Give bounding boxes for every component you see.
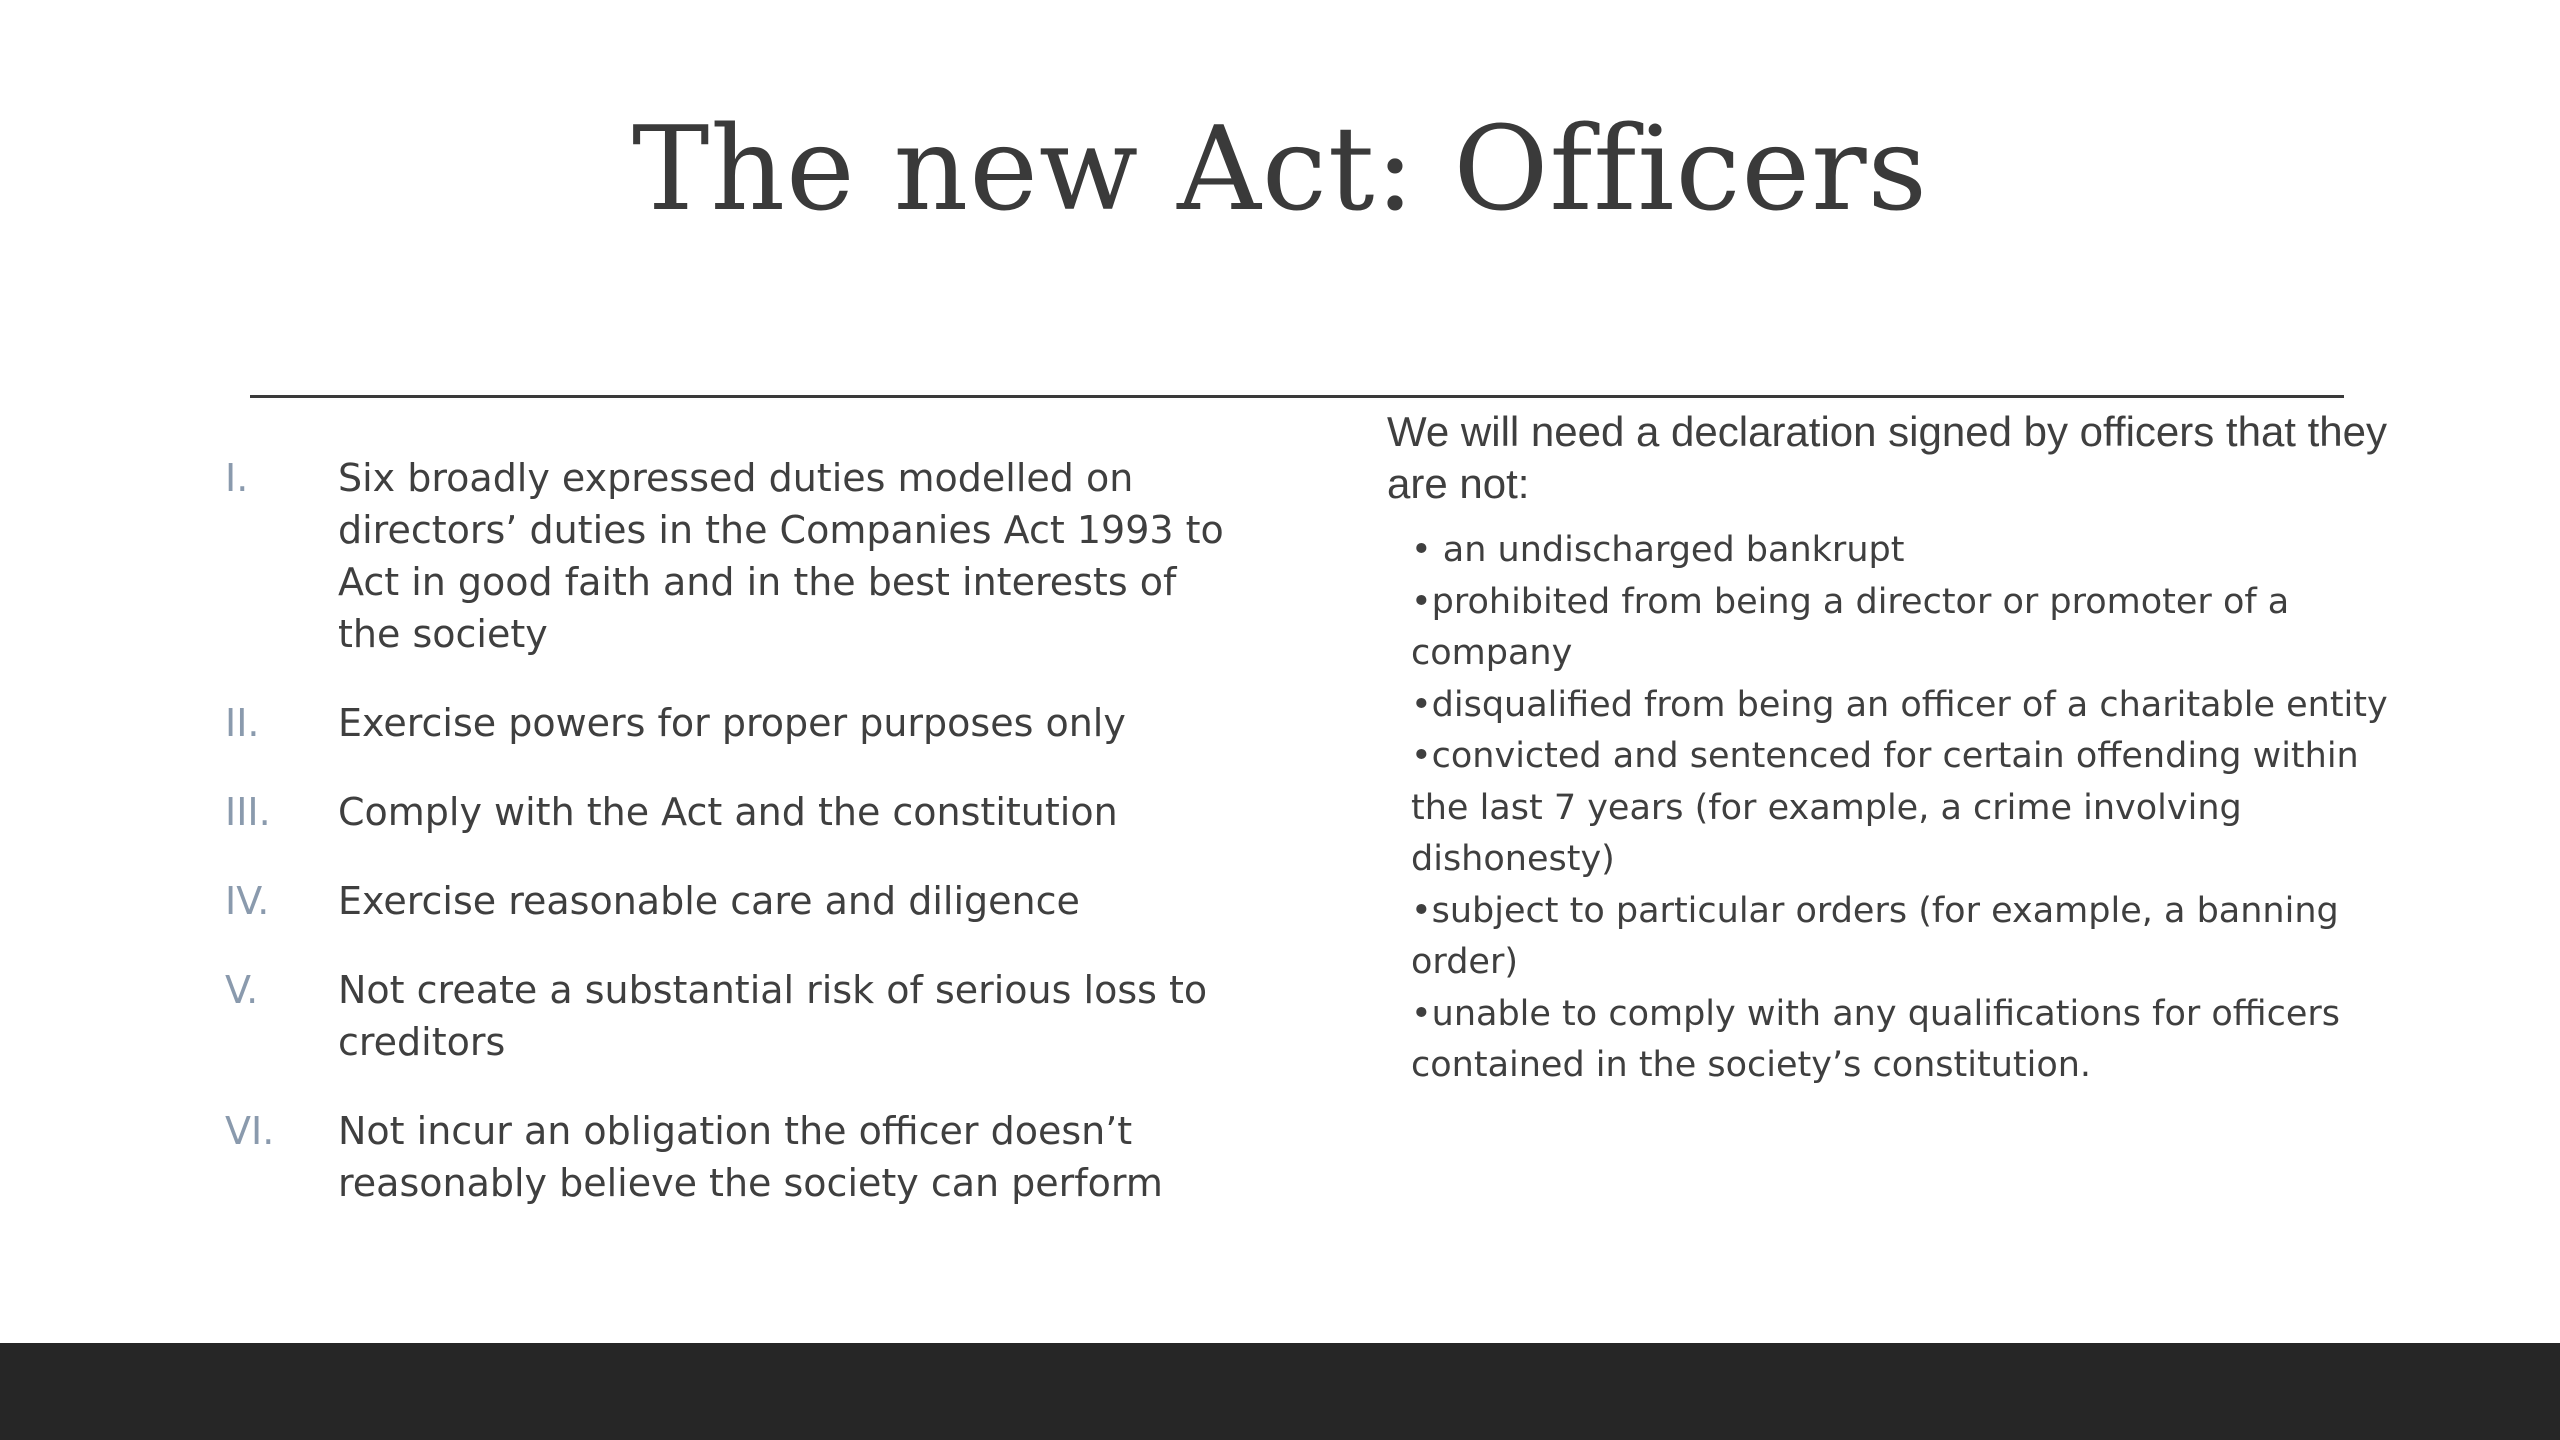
list-item-text: Not incur an obligation the officer doesn’t reasonably believe the society can perform xyxy=(338,1109,1163,1205)
list-item: •subject to particular orders (for example, a banning order) xyxy=(1411,890,2339,982)
list-item xyxy=(225,452,1225,660)
slide-title: The new Act: Officers xyxy=(631,102,1929,237)
officer-duties-list xyxy=(225,452,1225,1246)
list-numeral: VI. xyxy=(225,1109,275,1153)
list-item xyxy=(225,1105,1225,1209)
title-divider xyxy=(250,395,2344,398)
list-item xyxy=(225,964,1225,1068)
list-item xyxy=(225,697,1225,749)
list-numeral: III. xyxy=(225,790,271,834)
list-numeral: V. xyxy=(225,968,259,1012)
list-item: •disqualified from being an officer of a charitable entity xyxy=(1411,684,2388,725)
list-item-text: Not create a substantial risk of serious loss to creditors xyxy=(338,968,1208,1064)
list-numeral: II. xyxy=(225,701,260,745)
list-item: • an undischarged bankrupt xyxy=(1411,530,1905,570)
list-item xyxy=(225,875,1225,927)
declaration-heading: We will need a declaration signed by officers that they are not: xyxy=(1387,408,2388,507)
list-item: •prohibited from being a director or promoter of a company xyxy=(1411,581,2290,673)
declaration-column xyxy=(1387,406,2397,1092)
list-item-text: Six broadly expressed duties modelled on directors’ duties in the Companies Act 1993 to Act in good faith and in the best interests of the society xyxy=(338,456,1224,656)
list-item-text: Comply with the Act and the constitution xyxy=(338,790,1118,834)
declaration-list xyxy=(1411,525,2421,1092)
list-item-text: Exercise powers for proper purposes only xyxy=(338,701,1126,745)
list-item: •unable to comply with any qualifications for officers contained in the society’s constitution. xyxy=(1411,993,2341,1085)
list-numeral: I. xyxy=(225,456,249,500)
list-item: •convicted and sentenced for certain offending within the last 7 years (for example, a crime involving dishonesty) xyxy=(1411,736,2359,879)
footer-bar xyxy=(0,1343,2560,1440)
list-item xyxy=(225,786,1225,838)
list-item-text: Exercise reasonable care and diligence xyxy=(338,879,1080,923)
list-numeral: IV. xyxy=(225,879,270,923)
